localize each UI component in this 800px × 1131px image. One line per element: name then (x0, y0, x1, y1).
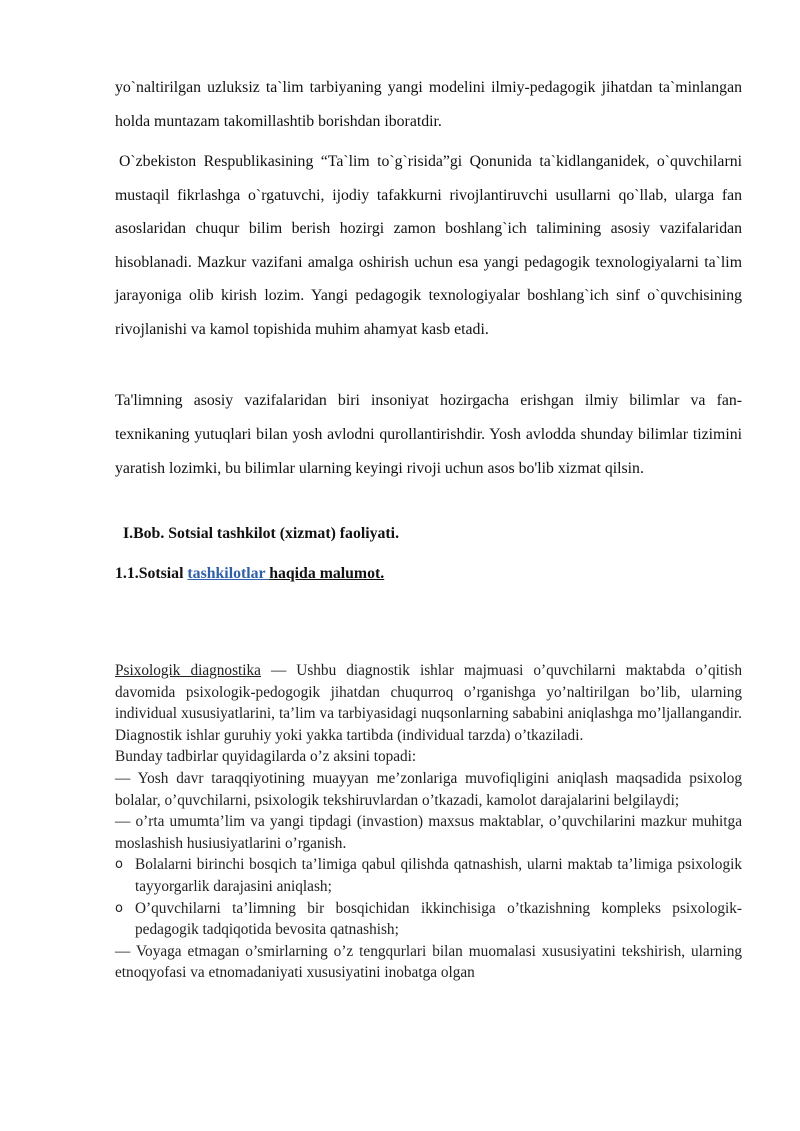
diagnostics-dash-item-2: — o’rta umumta’lim va yangi tipdagi (invastion) maxsus maktablar, o’quvchilarini mazkur muhitga moslashish husiusiyatlarini o’rganish. (115, 813, 742, 852)
diagnostics-intro (115, 660, 742, 746)
diagnostics-intro-text: — Ushbu diagnostik ishlar majmuasi o’quvchilarni maktabda o’qitish davomida psixologik-pedogogik jihatdan chuqurroq o’rganishga yo’naltirilgan bo’lib, ularning individual xususiyatlarini, ta’lim va tarbiyasidagi nuqsonlarning sababini aniqlashga mo’ljallangandir. Diagnostik ishlar guruhiy yoki yakka tartibda (individual tarzda) o’tkaziladi. (115, 662, 742, 744)
paragraph-intro-continuation: yo`naltirilgan uzluksiz ta`lim tarbiyaning yangi modelini ilmiy-pedagogik jihatdan ta`minlangan holda muntazam takomillashtib borishdan iboratdir. (115, 79, 742, 130)
paragraph-law-reference: O`zbekiston Respublikasining “Ta`lim to`g`risida”gi Qonunida ta`kidlanganidek, o`quvchilarni mustaqil fikrlashga o`rgatuvchi, ijodiy tafakkurni rivojlantiruvchi usullarni qo`llab, ularga fan asoslaridan chuqur bilim berish hozirgi zamon boshlang`ich talimining asosiy vazifalaridan hisoblanadi. Mazkur vazifani amalga oshirish uchun esa yangi pedagogik texnologiyalarni ta`lim jarayoniga olib kirish lozim. Yangi pedagogik texnologiyalar boshlang`ich sinf o`quvchisining rivojlanishi va kamol topishida muhim ahamyat kasb etadi. (115, 153, 742, 338)
diagnostics-term: Psixologik diagnostika (115, 662, 261, 679)
section-heading-prefix: 1.1.Sotsial (115, 565, 188, 582)
bullet-marker: o (115, 857, 123, 873)
list-item (115, 898, 742, 941)
diagnostics-lead-line: Bunday tadbirlar quyidagilarda o’z aksini topadi: (115, 748, 417, 766)
section-heading-link[interactable]: tashkilotlar (187, 565, 270, 582)
section-heading (115, 565, 384, 583)
diagnostics-dash-item-3: — Voyaga etmagan o’smirlarning o’z tengqurlari bilan muomalasi xususiyatini tekshirish, ularning etnoqyofasi va etnomadaniyati xususiyatini inobatga olgan (115, 942, 742, 982)
diagnostics-bullet-list (115, 854, 742, 940)
chapter-heading: I.Bob. Sotsial tashkilot (xizmat) faoliyati. (123, 525, 400, 542)
bullet-marker: o (115, 900, 123, 916)
diagnostics-dash-item-1: — Yosh davr taraqqiyotining muayyan me’zonlariga muvofiqligini aniqlash maqsadida psixolog bolalar, o’quvchilarni, psixologik tekshiruvlardan o’tkazadi, kamolot darajalarini belgilaydi; (115, 769, 742, 809)
list-item-text: Bolalarni birinchi bosqich ta’limiga qabul qilishda qatnashish, ularni maktab ta’limiga psixologik tayyorgarlik darajasini aniqlash; (135, 856, 742, 895)
list-item (115, 854, 742, 897)
diagnostics-block (115, 660, 742, 984)
section-heading-rest: haqida malumot. (269, 565, 385, 582)
paragraph-education-tasks: Ta'limning asosiy vazifalaridan biri insoniyat hozirgacha erishgan ilmiy bilimlar va fan-texnikaning yutuqlari bilan yosh avlodni qurollantirishdir. Yosh avlodda shunday bilimlar tizimini yaratish lozimki, bu bilimlar ularning keyingi rivoji uchun asos bo'lib xizmat qilsin. (115, 392, 742, 477)
list-item-text: O’quvchilarni ta’limning bir bosqichidan ikkinchisiga o’tkazishning kompleks psixologik-pedagogik tadqiqotida bevosita qatnashish; (135, 899, 742, 939)
